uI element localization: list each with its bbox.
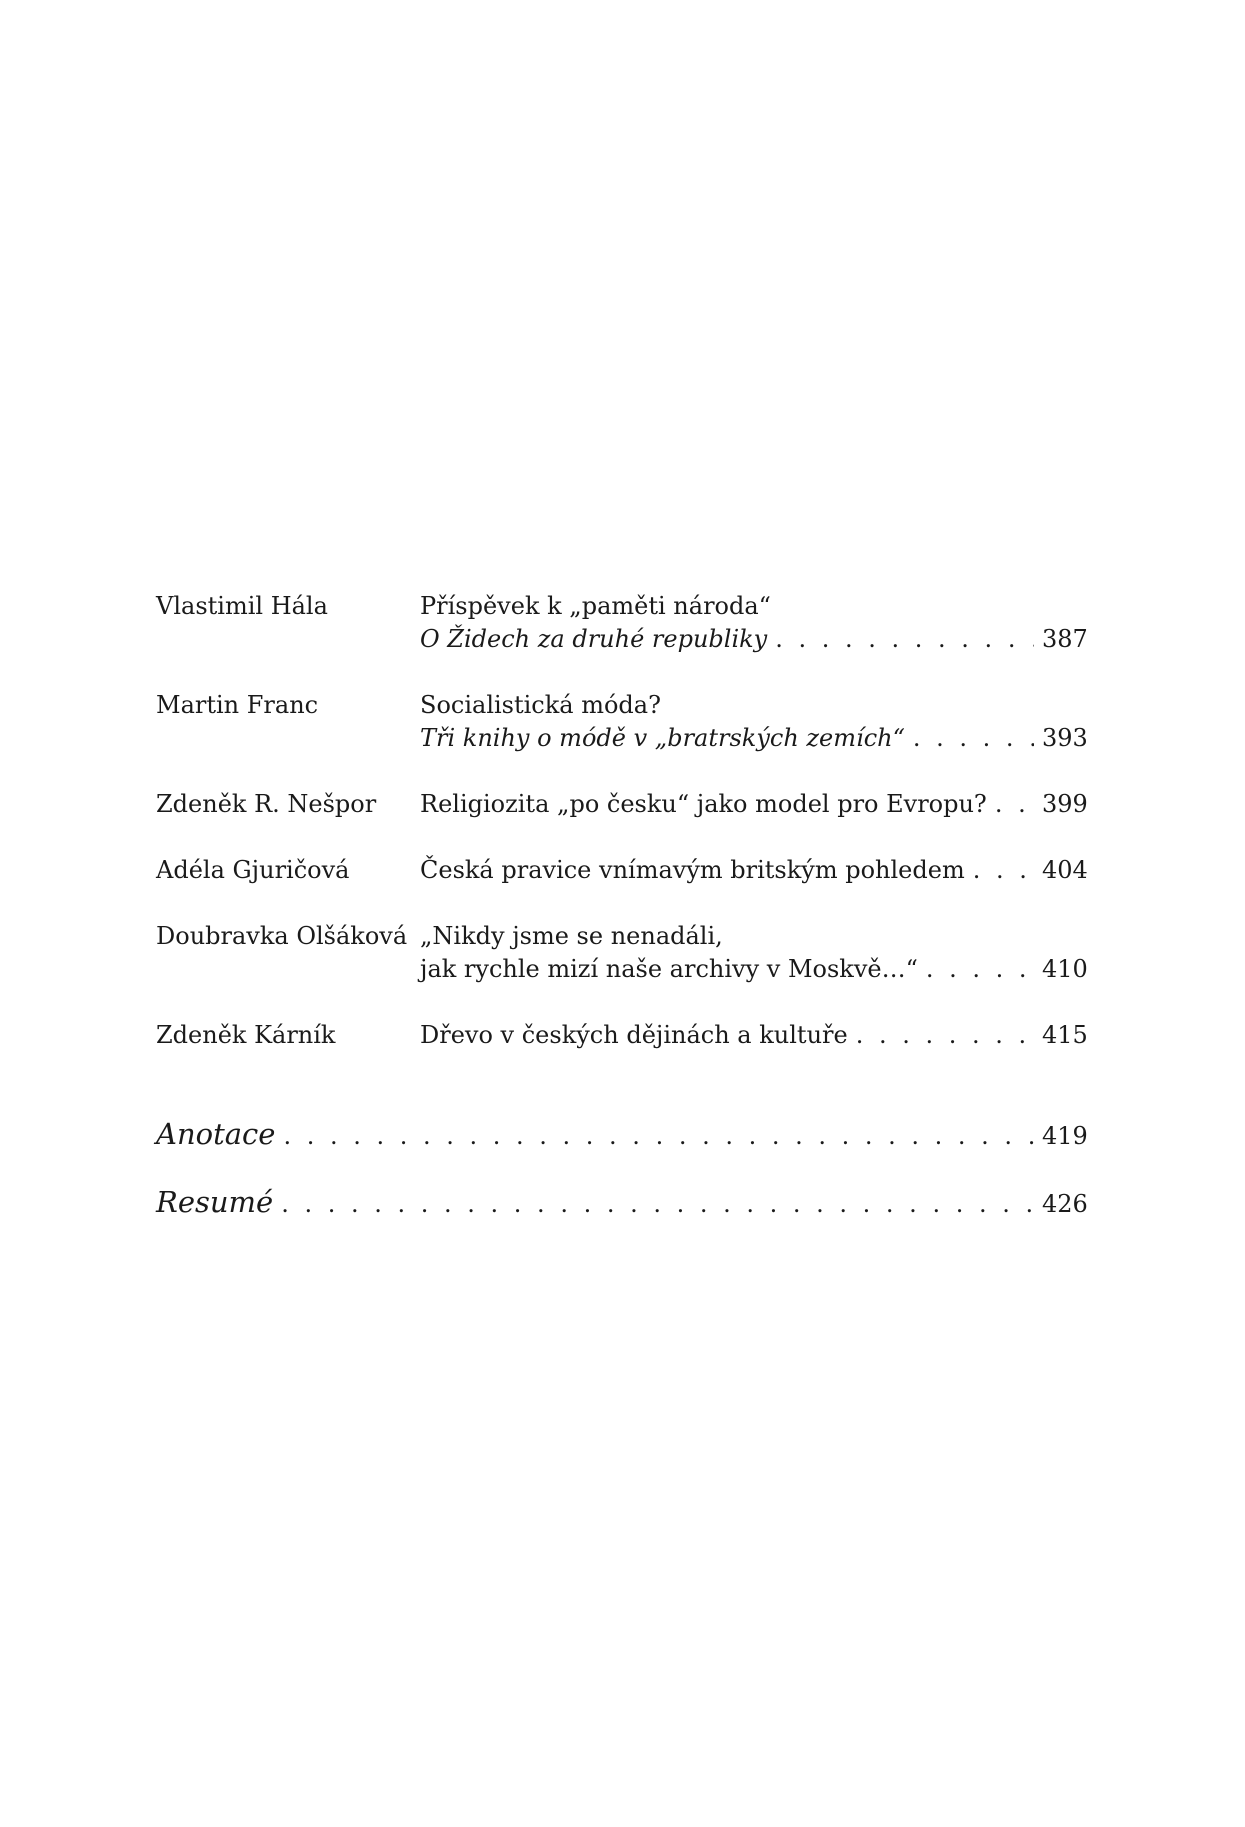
toc-section-resume xyxy=(156,1185,1086,1221)
dot-leader xyxy=(775,623,1034,656)
entry-title-text: Česká pravice vnímavým britským pohledem xyxy=(420,856,965,884)
entry-page-number: 415 xyxy=(1042,1021,1088,1049)
dot-leader xyxy=(856,1019,1034,1052)
entry-title-line xyxy=(420,590,1086,623)
entry-title-line xyxy=(420,920,1086,953)
entry-author: Vlastimil Hála xyxy=(156,592,328,620)
dot-leader xyxy=(913,722,1034,755)
entry-author: Doubravka Olšáková xyxy=(156,922,408,950)
section-page-number: 426 xyxy=(1042,1190,1088,1218)
entry-title xyxy=(420,590,1086,656)
entry-page-number: 387 xyxy=(1042,625,1088,653)
toc-section-anotace xyxy=(156,1117,1086,1153)
entry-title xyxy=(420,920,1086,986)
toc-entry xyxy=(156,788,1086,821)
dot-leader xyxy=(281,1187,1034,1221)
entry-author: Zdeněk Kárník xyxy=(156,1021,336,1049)
entry-author: Martin Franc xyxy=(156,691,319,719)
entry-title-line xyxy=(420,788,1086,821)
entry-author: Zdeněk R. Nešpor xyxy=(156,790,377,818)
entry-title-line xyxy=(420,1019,1086,1052)
entry-page-number: 404 xyxy=(1042,856,1088,884)
toc-entry xyxy=(156,1019,1086,1052)
section-title: Anotace xyxy=(156,1117,276,1151)
toc-entry xyxy=(156,920,1086,986)
entry-title-text: Příspěvek k „paměti národa“ xyxy=(420,592,771,620)
entry-title-text: jak rychle mizí naše archivy v Moskvě…“ xyxy=(420,955,918,983)
entry-subtitle-text: O Židech za druhé republiky xyxy=(420,625,768,653)
entry-title-text: „Nikdy jsme se nenadáli, xyxy=(420,922,723,950)
entry-title-text: Dřevo v českých dějinách a kultuře xyxy=(420,1021,848,1049)
entry-title xyxy=(420,689,1086,755)
table-of-contents xyxy=(156,590,1086,1253)
entry-title xyxy=(420,1019,1086,1052)
toc-entry xyxy=(156,854,1086,887)
entry-title-line xyxy=(420,854,1086,887)
toc-entry xyxy=(156,590,1086,656)
section-spacer xyxy=(156,1085,1086,1117)
entry-page-number: 393 xyxy=(1042,724,1088,752)
entry-subtitle-text: Tři knihy o módě v „bratrských zemích“ xyxy=(420,724,905,752)
entry-title xyxy=(420,854,1086,887)
entry-title-text: Religiozita „po česku“ jako model pro Evropu? xyxy=(420,790,987,818)
entry-title xyxy=(420,788,1086,821)
dot-leader xyxy=(283,1119,1034,1153)
entry-title-line xyxy=(420,722,1086,755)
dot-leader xyxy=(926,953,1034,986)
entry-title-line xyxy=(420,953,1086,986)
dot-leader xyxy=(995,788,1034,821)
entry-title-line xyxy=(420,689,1086,722)
entry-title-line xyxy=(420,623,1086,656)
entry-title-text: Socialistická móda? xyxy=(420,691,661,719)
entry-page-number: 410 xyxy=(1042,955,1088,983)
section-page-number: 419 xyxy=(1042,1122,1088,1150)
entry-page-number: 399 xyxy=(1042,790,1088,818)
entry-author: Adéla Gjuričová xyxy=(156,856,350,884)
toc-entry xyxy=(156,689,1086,755)
section-title: Resumé xyxy=(156,1185,274,1219)
dot-leader xyxy=(973,854,1034,887)
